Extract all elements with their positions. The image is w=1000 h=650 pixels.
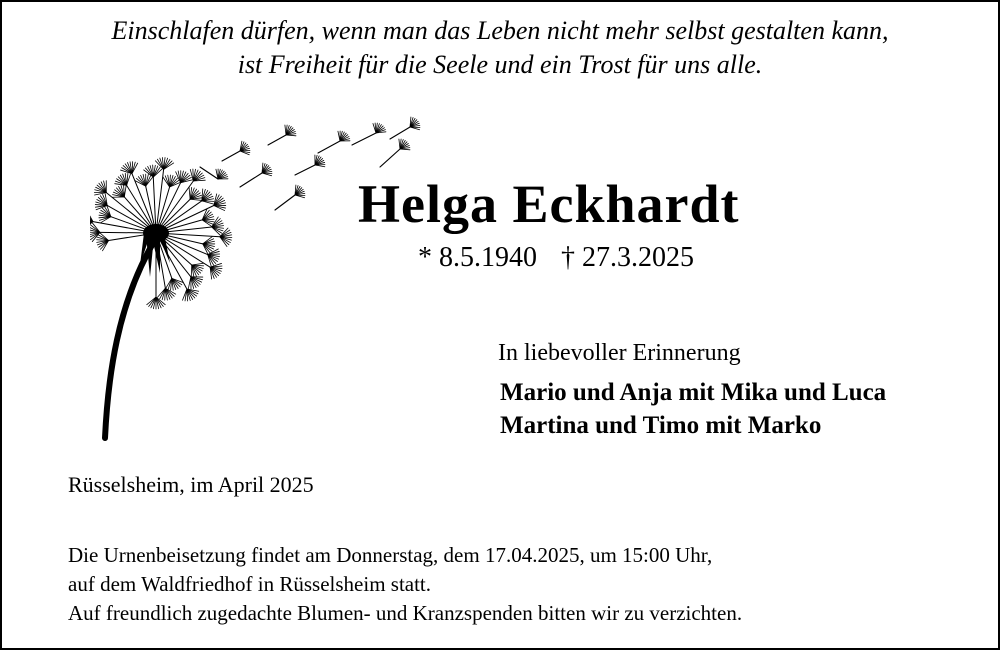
mourners-list	[500, 376, 886, 442]
birth-date: * 8.5.1940	[418, 242, 537, 273]
place-date: Rüsselsheim, im April 2025	[68, 472, 314, 497]
memorial-quote	[0, 14, 1000, 82]
quote-line-1: Einschlafen dürfen, wenn man das Leben nicht mehr selbst gestalten kann,	[111, 16, 889, 45]
dandelion-icon	[90, 105, 430, 445]
funeral-notice	[68, 541, 742, 628]
life-dates	[418, 240, 694, 276]
notice-line: auf dem Waldfriedhof in Rüsselsheim statt.	[68, 572, 432, 596]
remembrance-heading: In liebevoller Erinnerung	[498, 340, 741, 366]
notice-line: Die Urnenbeisetzung findet am Donnerstag, dem 17.04.2025, um 15:00 Uhr,	[68, 543, 713, 567]
quote-line-2: ist Freiheit für die Seele und ein Trost für uns alle.	[237, 50, 763, 79]
mourner-line: Mario und Anja mit Mika und Luca	[500, 379, 887, 406]
mourner-line: Martina und Timo mit Marko	[500, 412, 822, 439]
deceased-name: Helga Eckhardt	[358, 174, 740, 234]
death-date: † 27.3.2025	[561, 242, 694, 273]
notice-line: Auf freundlich zugedachte Blumen- und Kranzspenden bitten wir zu verzichten.	[68, 601, 743, 625]
